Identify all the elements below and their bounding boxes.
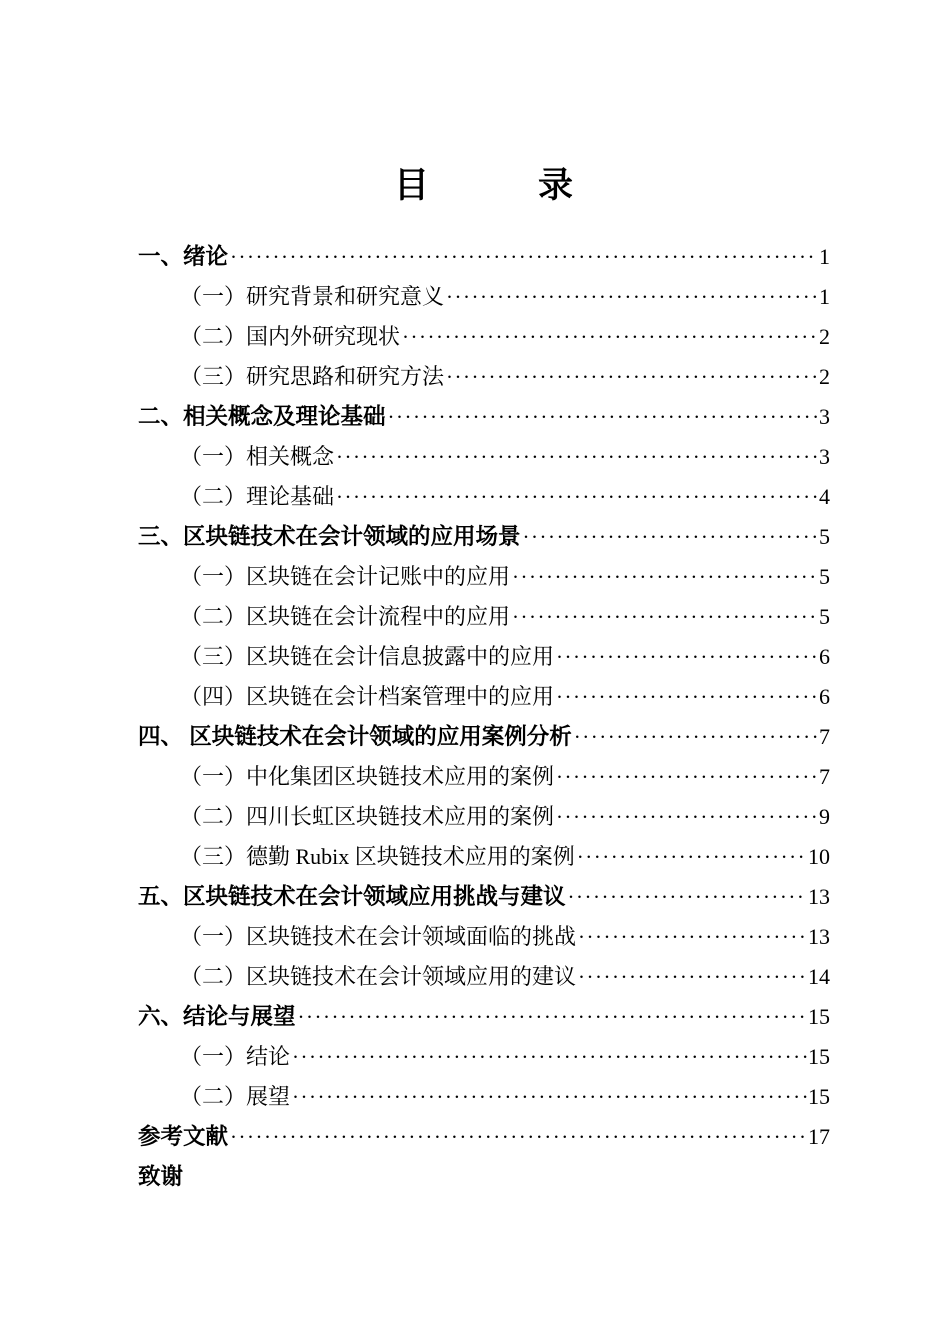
toc-entry[interactable] — [138, 557, 830, 597]
page-number: 10 — [808, 844, 830, 869]
toc-entry[interactable] — [138, 717, 830, 757]
toc-entry[interactable] — [138, 1157, 830, 1197]
toc-entry[interactable] — [138, 477, 830, 517]
toc-entry[interactable] — [138, 317, 830, 357]
toc-entry-label: （三）研究思路和研究方法 — [180, 364, 445, 389]
page-number: 6 — [819, 644, 830, 669]
dot-leader — [336, 437, 818, 477]
toc-entry[interactable] — [138, 637, 830, 677]
dot-leader — [523, 517, 818, 557]
dot-leader — [556, 677, 818, 717]
toc-entry-label: （一）研究背景和研究意义 — [180, 284, 445, 309]
page-number: 7 — [819, 764, 830, 789]
toc-entry[interactable] — [138, 917, 830, 957]
page-number: 15 — [808, 1044, 830, 1069]
toc-entry[interactable] — [138, 1117, 830, 1157]
page-number: 5 — [819, 564, 830, 589]
toc-entry[interactable] — [138, 237, 830, 277]
toc-entry-label: 五、区块链技术在会计领域应用挑战与建议 — [138, 884, 566, 909]
toc-entry[interactable] — [138, 957, 830, 997]
toc-entry[interactable] — [138, 1077, 830, 1117]
page-number: 6 — [819, 684, 830, 709]
toc-entry-label: 三、区块链技术在会计领域的应用场景 — [138, 524, 521, 549]
dot-leader — [446, 357, 818, 397]
dot-leader — [512, 557, 818, 597]
toc-entry-label: （二）四川长虹区块链技术应用的案例 — [180, 804, 555, 829]
toc-entry-label: （一）中化集团区块链技术应用的案例 — [180, 764, 555, 789]
dot-leader — [556, 797, 818, 837]
page-number: 7 — [819, 724, 830, 749]
toc-entry-label: （三）德勤 Rubix 区块链技术应用的案例 — [180, 844, 575, 869]
page-number: 2 — [819, 364, 830, 389]
page-number: 15 — [808, 1084, 830, 1109]
toc-entry-label: （二）区块链在会计流程中的应用 — [180, 604, 511, 629]
toc-entry-label: （四）区块链在会计档案管理中的应用 — [180, 684, 555, 709]
page-number: 2 — [819, 324, 830, 349]
page-number: 3 — [819, 404, 830, 429]
dot-leader — [512, 597, 818, 637]
page-number: 9 — [819, 804, 830, 829]
dot-leader — [556, 637, 818, 677]
toc-entry[interactable] — [138, 277, 830, 317]
page-number: 5 — [819, 604, 830, 629]
toc-entry[interactable] — [138, 797, 830, 837]
toc-entry-label: 参考文献 — [138, 1124, 229, 1149]
page-number: 13 — [808, 884, 830, 909]
dot-leader — [578, 957, 807, 997]
toc-entry-label: （二）区块链技术在会计领域应用的建议 — [180, 964, 577, 989]
toc-entry-label: 二、相关概念及理论基础 — [138, 404, 386, 429]
dot-leader — [574, 717, 818, 757]
toc-entry[interactable] — [138, 437, 830, 477]
toc-entry-label: 一、绪论 — [138, 244, 229, 269]
dot-leader — [230, 237, 818, 277]
toc-entry[interactable] — [138, 357, 830, 397]
toc-entry-label: （三）区块链在会计信息披露中的应用 — [180, 644, 555, 669]
dot-leader — [230, 1117, 807, 1157]
dot-leader — [292, 1037, 807, 1077]
page-number: 13 — [808, 924, 830, 949]
dot-leader — [336, 477, 818, 517]
toc-entry[interactable] — [138, 597, 830, 637]
page-number: 3 — [819, 444, 830, 469]
page-number: 14 — [808, 964, 830, 989]
dot-leader — [388, 397, 818, 437]
toc-entry[interactable] — [138, 517, 830, 557]
page-number: 5 — [819, 524, 830, 549]
toc-title: 目 录 — [393, 166, 574, 205]
page-number: 17 — [808, 1124, 830, 1149]
toc-entry[interactable] — [138, 757, 830, 797]
page-number: 15 — [808, 1004, 830, 1029]
toc-entry[interactable] — [138, 1037, 830, 1077]
toc-entry[interactable] — [138, 877, 830, 917]
toc-entry-label: （一）区块链技术在会计领域面临的挑战 — [180, 924, 577, 949]
dot-leader — [292, 1077, 807, 1117]
page-number: 4 — [819, 484, 830, 509]
toc-entry-label: （一）区块链在会计记账中的应用 — [180, 564, 511, 589]
toc-entry-label: 致谢 — [138, 1164, 184, 1189]
page-number: 1 — [819, 244, 830, 269]
toc-entry-label: （二）展望 — [180, 1084, 291, 1109]
toc-entry[interactable] — [138, 677, 830, 717]
dot-leader — [568, 877, 807, 917]
dot-leader — [298, 997, 807, 1037]
dot-leader — [577, 837, 807, 877]
dot-leader — [556, 757, 818, 797]
toc-entry-label: （二）理论基础 — [180, 484, 335, 509]
toc-entry[interactable] — [138, 997, 830, 1037]
toc-entry[interactable] — [138, 837, 830, 877]
toc-entry[interactable] — [138, 397, 830, 437]
dot-leader — [578, 917, 807, 957]
page-number: 1 — [819, 284, 830, 309]
dot-leader — [402, 317, 818, 357]
toc-entry-label: （一）结论 — [180, 1044, 291, 1069]
toc-list — [138, 237, 830, 1197]
toc-entry-label: （二）国内外研究现状 — [180, 324, 401, 349]
toc-content — [138, 0, 830, 1197]
toc-entry-label: 四、 区块链技术在会计领域的应用案例分析 — [138, 724, 572, 749]
dot-leader — [446, 277, 818, 317]
toc-entry-label: 六、结论与展望 — [138, 1004, 296, 1029]
toc-entry-label: （一）相关概念 — [180, 444, 335, 469]
